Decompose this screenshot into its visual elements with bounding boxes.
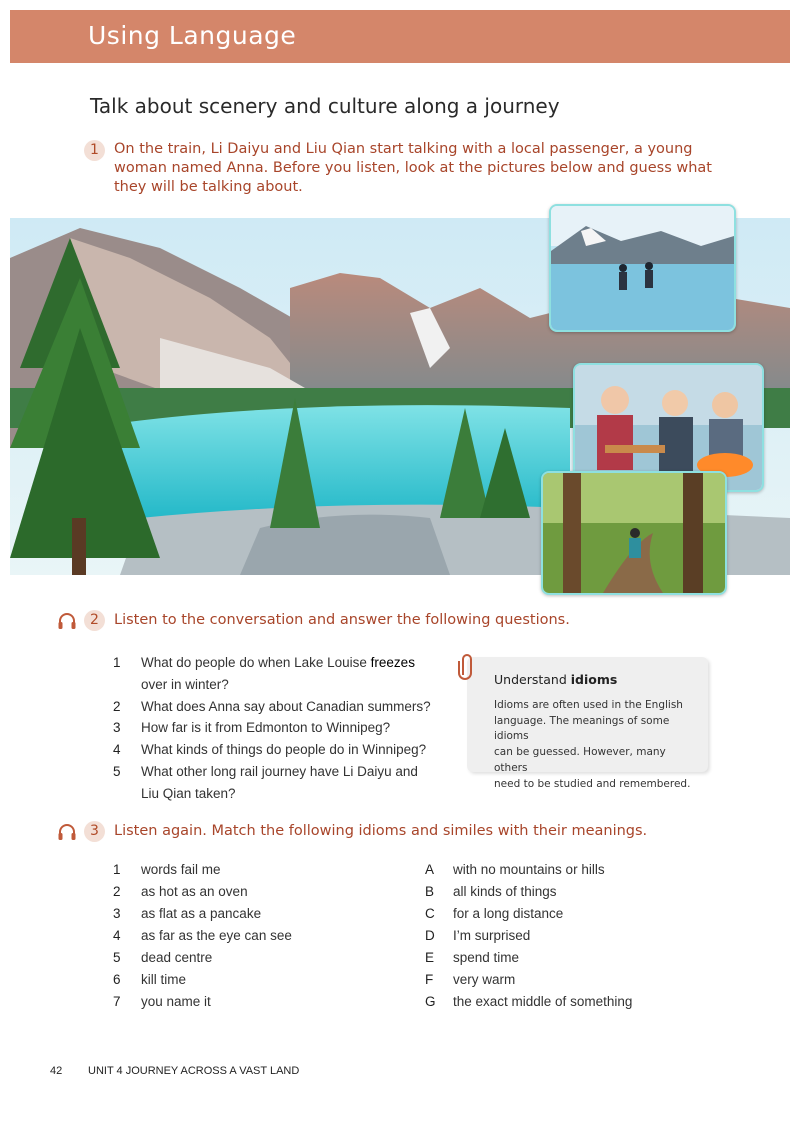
exercise-2-number: 2 <box>84 610 105 631</box>
list-item <box>113 991 403 1013</box>
unit-footer-title: UNIT 4 JOURNEY ACROSS A VAST LAND <box>88 1065 300 1077</box>
question-number: 4 <box>113 742 121 758</box>
idiom-text: as far as the eye can see <box>141 928 292 943</box>
meaning-letter: C <box>425 906 435 921</box>
idiom-number: 7 <box>113 994 121 1009</box>
idiom-text: you name it <box>141 994 211 1009</box>
exercise-1-line: woman named Anna. Before you listen, look at the pictures below and guess what <box>114 160 712 176</box>
list-item <box>113 903 403 925</box>
idiom-number: 4 <box>113 928 121 943</box>
list-item <box>113 969 403 991</box>
list-item <box>113 717 453 739</box>
exercise-1-line: On the train, Li Daiyu and Liu Qian start talking with a local passenger, a young <box>114 141 693 157</box>
meaning-text: I’m surprised <box>453 928 531 943</box>
exercise-1-line: they will be talking about. <box>114 179 303 195</box>
list-item <box>425 925 725 947</box>
note-line: need to be studied and remembered. <box>494 777 691 790</box>
meaning-letter: G <box>425 994 436 1009</box>
question-number: 2 <box>113 698 121 714</box>
meaning-letter: B <box>425 884 435 899</box>
list-item <box>113 696 453 718</box>
list-item <box>113 947 403 969</box>
note-line: can be guessed. However, many others <box>494 746 666 774</box>
meaning-text: very warm <box>453 972 516 987</box>
list-item <box>425 859 725 881</box>
list-item <box>425 947 725 969</box>
paperclip-icon <box>455 651 479 683</box>
list-item <box>425 969 725 991</box>
note-line: Idioms are often used in the English <box>494 699 683 711</box>
list-item <box>113 859 403 881</box>
page-number: 42 <box>50 1065 63 1077</box>
question-number: 3 <box>113 720 121 736</box>
banner-title: Using Language <box>88 21 297 50</box>
meaning-letter: D <box>425 928 435 943</box>
idiom-number: 1 <box>113 862 121 877</box>
idiom-text: kill time <box>141 972 187 987</box>
headphones-icon[interactable] <box>56 821 78 843</box>
list-item <box>425 903 725 925</box>
meaning-text: for a long distance <box>453 906 564 921</box>
note-title-bold: idioms <box>570 672 618 687</box>
list-item <box>425 881 725 903</box>
question-text: What other long rail journey have Li Daiyu and <box>141 763 418 779</box>
question-text: What kinds of things do people do in Winnipeg? <box>141 742 427 758</box>
forest-hiker-photo <box>541 471 727 595</box>
list-item <box>113 881 403 903</box>
question-text-start: What do people do when Lake Louise <box>141 655 371 670</box>
question-text: How far is it from Edmonton to Winnipeg? <box>141 720 391 736</box>
idiom-text: dead centre <box>141 950 213 965</box>
idiom-text: words fail me <box>141 862 221 877</box>
headphones-icon[interactable] <box>56 610 78 632</box>
unit-banner <box>10 10 790 63</box>
list-item <box>113 739 453 761</box>
section-title: Talk about scenery and culture along a journey <box>90 94 560 118</box>
note-body <box>494 698 702 792</box>
list-item <box>113 761 453 805</box>
question-text: What does Anna say about Canadian summers? <box>141 698 431 714</box>
idiom-list <box>113 859 403 1013</box>
meaning-text: all kinds of things <box>453 884 557 899</box>
exercise-1-number: 1 <box>84 140 105 161</box>
question-text-line2: Liu Qian taken? <box>141 785 236 801</box>
bold-word: freezes <box>370 655 415 670</box>
idiom-number: 6 <box>113 972 121 987</box>
list-item <box>113 652 453 696</box>
exercise-1-instruction <box>114 140 754 197</box>
list-item <box>425 991 725 1013</box>
list-item <box>113 925 403 947</box>
meaning-text: spend time <box>453 950 520 965</box>
idiom-text: as hot as an oven <box>141 884 248 899</box>
note-title <box>494 672 617 687</box>
exercise-3-number: 3 <box>84 821 105 842</box>
question-number: 5 <box>113 763 121 779</box>
question-list <box>113 652 453 805</box>
idiom-number: 2 <box>113 884 121 899</box>
meaning-letter: F <box>425 972 434 987</box>
meaning-letter: E <box>425 950 435 965</box>
exercise-3-instruction: Listen again. Match the following idioms and similes with their meanings. <box>114 823 648 839</box>
idiom-number: 3 <box>113 906 121 921</box>
exercise-2-instruction: Listen to the conversation and answer the following questions. <box>114 612 570 628</box>
question-text-line2: over in winter? <box>141 676 229 692</box>
note-line: language. The meanings of some idioms <box>494 714 670 743</box>
meaning-text: with no mountains or hills <box>453 862 605 877</box>
meaning-letter: A <box>425 862 435 877</box>
meaning-list <box>425 859 725 1013</box>
ice-skating-photo <box>549 204 736 332</box>
meaning-text: the exact middle of something <box>453 994 633 1009</box>
question-number: 1 <box>113 655 121 670</box>
idiom-number: 5 <box>113 950 121 965</box>
question-text <box>141 652 453 674</box>
idiom-text: as flat as a pancake <box>141 906 262 921</box>
note-title-prefix: Understand <box>494 672 571 687</box>
idioms-note <box>467 657 708 790</box>
